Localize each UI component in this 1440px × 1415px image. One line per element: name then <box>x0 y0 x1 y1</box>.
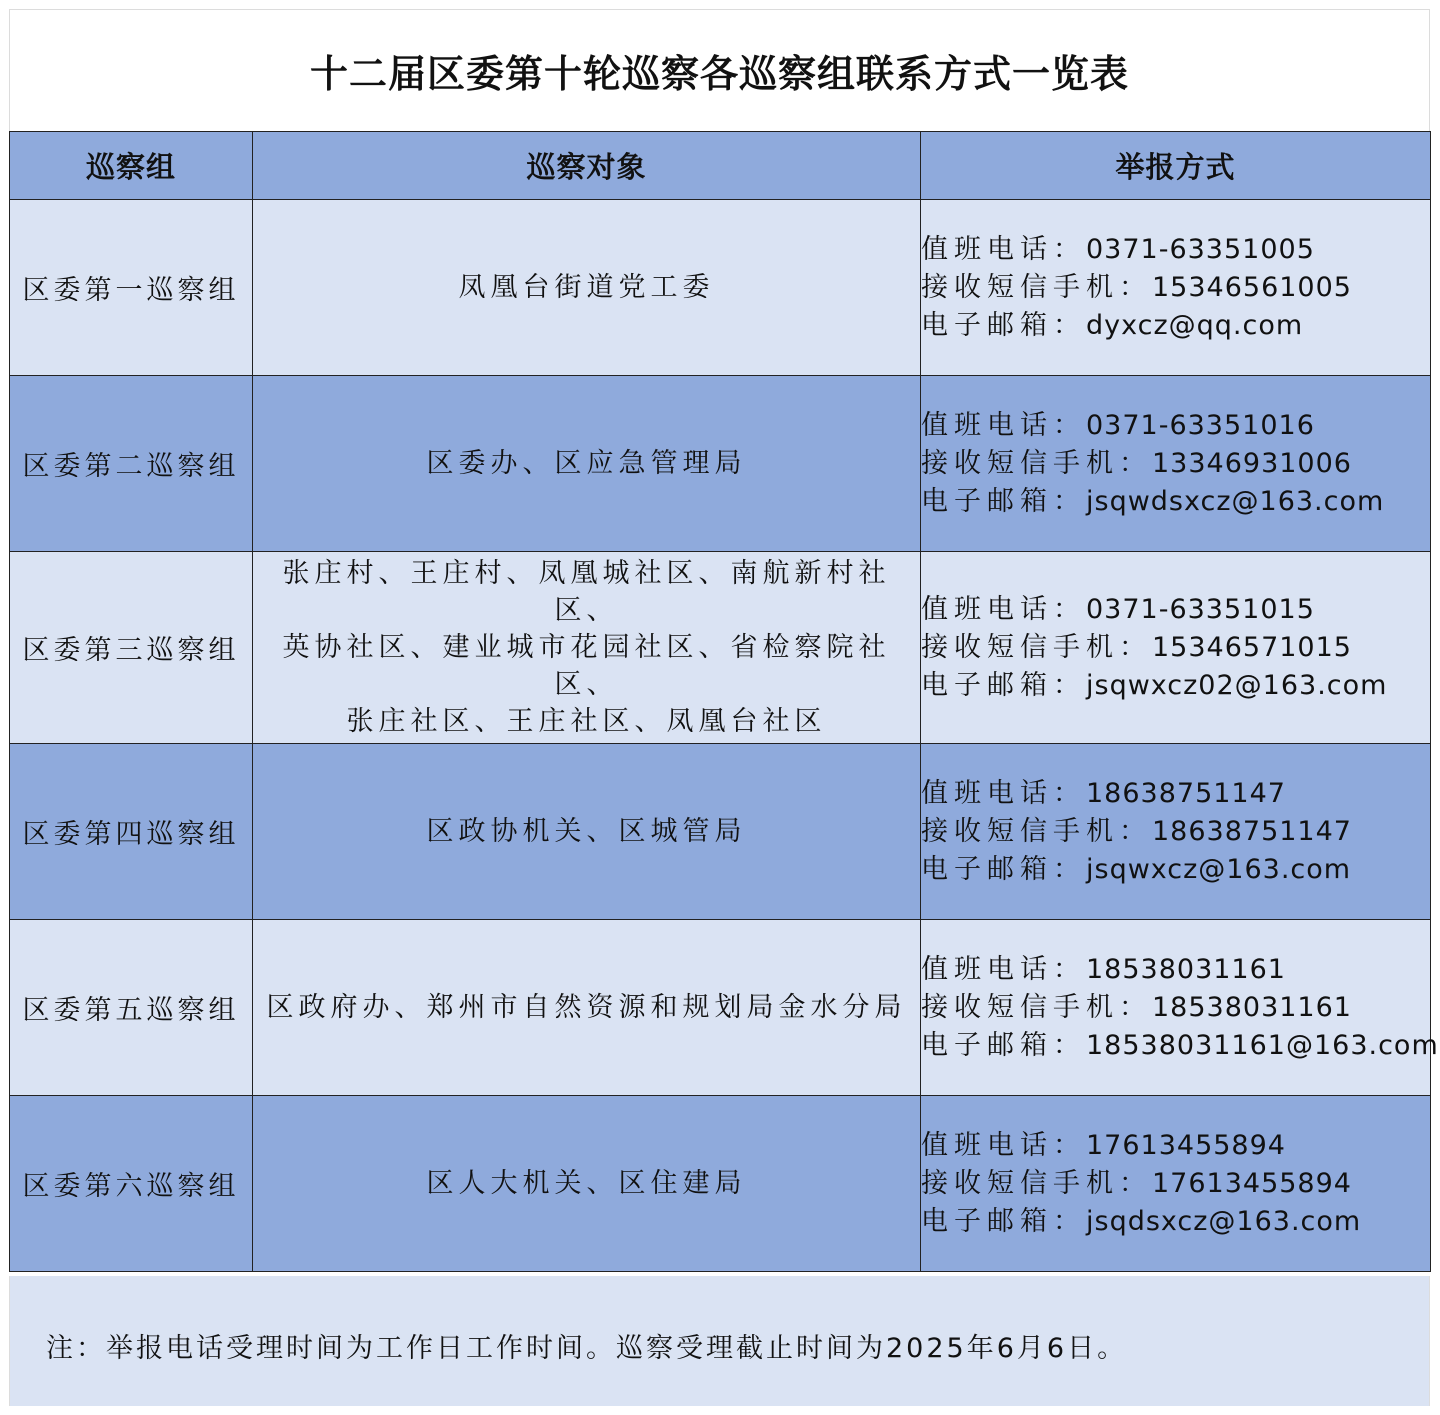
group-cell: 区委第六巡察组 <box>10 1096 253 1272</box>
header-contact: 举报方式 <box>921 132 1431 200</box>
table-row <box>10 744 1431 920</box>
sms-phone-label: 接收短信手机： <box>921 271 1152 303</box>
email-value: jsqwxcz@163.com <box>1086 853 1352 885</box>
contact-cell <box>921 552 1431 744</box>
email-label: 电子邮箱： <box>921 1205 1086 1237</box>
group-cell: 区委第二巡察组 <box>10 376 253 552</box>
target-line: 区委办、区应急管理局 <box>426 448 747 479</box>
target-line: 区政府办、郑州市自然资源和规划局金水分局 <box>266 992 907 1023</box>
contact-cell <box>921 744 1431 920</box>
contact-cell <box>921 920 1439 1096</box>
group-cell: 区委第五巡察组 <box>10 920 253 1096</box>
sms-phone-line <box>921 269 1430 307</box>
sms-phone-label: 接收短信手机： <box>921 991 1152 1023</box>
email-label: 电子邮箱： <box>921 853 1086 885</box>
sms-phone-line <box>921 629 1430 667</box>
email-line <box>921 483 1430 521</box>
sms-phone-value: 13346931006 <box>1152 447 1352 479</box>
target-line: 凤凰台街道党工委 <box>458 272 715 303</box>
email-label: 电子邮箱： <box>921 309 1086 341</box>
duty-phone-line <box>921 1127 1430 1165</box>
sms-phone-line <box>921 1165 1430 1203</box>
table-row <box>10 552 1431 744</box>
sms-phone-line <box>921 445 1430 483</box>
contact-cell <box>921 1096 1431 1272</box>
target-line: 张庄社区、王庄社区、凤凰台社区 <box>346 706 827 737</box>
duty-phone-line <box>921 407 1430 445</box>
email-value: 18538031161@163.com <box>1086 1029 1439 1061</box>
group-cell: 区委第四巡察组 <box>10 744 253 920</box>
sms-phone-line <box>921 989 1430 1027</box>
sms-phone-value: 15346561005 <box>1152 271 1352 303</box>
email-value: jsqdsxcz@163.com <box>1086 1205 1362 1237</box>
email-line <box>921 307 1430 345</box>
contact-cell <box>921 376 1431 552</box>
email-value: jsqwxcz02@163.com <box>1086 669 1388 701</box>
sms-phone-line <box>921 813 1430 851</box>
target-cell <box>253 920 921 1096</box>
duty-phone-line <box>921 231 1430 269</box>
sms-phone-value: 18638751147 <box>1152 815 1352 847</box>
duty-phone-label: 值班电话： <box>921 1129 1086 1161</box>
duty-phone-value: 0371-63351005 <box>1086 233 1315 265</box>
note-box <box>9 1276 1430 1406</box>
sms-phone-value: 17613455894 <box>1152 1167 1352 1199</box>
target-cell <box>253 744 921 920</box>
group-cell: 区委第一巡察组 <box>10 200 253 376</box>
email-label: 电子邮箱： <box>921 669 1086 701</box>
sms-phone-value: 18538031161 <box>1152 991 1352 1023</box>
duty-phone-value: 17613455894 <box>1086 1129 1286 1161</box>
target-line: 区人大机关、区住建局 <box>426 1168 747 1199</box>
email-line <box>921 667 1430 705</box>
duty-phone-value: 18638751147 <box>1086 777 1286 809</box>
target-line: 张庄村、王庄村、凤凰城社区、南航新村社区、 <box>282 558 891 626</box>
sms-phone-label: 接收短信手机： <box>921 815 1152 847</box>
sms-phone-label: 接收短信手机： <box>921 1167 1152 1199</box>
target-cell <box>253 200 921 376</box>
email-label: 电子邮箱： <box>921 485 1086 517</box>
sms-phone-value: 15346571015 <box>1152 631 1352 663</box>
table-header-row <box>10 132 1431 200</box>
duty-phone-line <box>921 591 1430 629</box>
target-cell <box>253 376 921 552</box>
target-cell <box>253 552 921 744</box>
table-row <box>10 1096 1431 1272</box>
table-row <box>10 200 1431 376</box>
header-group: 巡察组 <box>10 132 253 200</box>
contact-table <box>9 131 1439 1272</box>
email-line <box>921 1027 1439 1065</box>
sms-phone-label: 接收短信手机： <box>921 447 1152 479</box>
email-value: jsqwdsxcz@163.com <box>1086 485 1385 517</box>
target-line: 英协社区、建业城市花园社区、省检察院社区、 <box>282 632 891 700</box>
email-label: 电子邮箱： <box>921 1029 1086 1061</box>
duty-phone-label: 值班电话： <box>921 233 1086 265</box>
duty-phone-line <box>921 775 1430 813</box>
duty-phone-label: 值班电话： <box>921 409 1086 441</box>
contact-cell <box>921 200 1431 376</box>
contact-sheet <box>9 9 1439 1406</box>
target-line: 区政协机关、区城管局 <box>426 816 747 847</box>
group-cell: 区委第三巡察组 <box>10 552 253 744</box>
page-title: 十二届区委第十轮巡察各巡察组联系方式一览表 <box>309 52 1129 96</box>
duty-phone-label: 值班电话： <box>921 777 1086 809</box>
email-value: dyxcz@qq.com <box>1086 309 1304 341</box>
duty-phone-label: 值班电话： <box>921 953 1086 985</box>
duty-phone-label: 值班电话： <box>921 593 1086 625</box>
sms-phone-label: 接收短信手机： <box>921 631 1152 663</box>
email-line <box>921 851 1430 889</box>
header-target: 巡察对象 <box>253 132 921 200</box>
email-line <box>921 1203 1430 1241</box>
table-row <box>10 376 1431 552</box>
target-cell <box>253 1096 921 1272</box>
duty-phone-value: 18538031161 <box>1086 953 1286 985</box>
title-bar <box>9 9 1430 131</box>
duty-phone-value: 0371-63351016 <box>1086 409 1315 441</box>
footnote: 注：举报电话受理时间为工作日工作时间。巡察受理截止时间为2025年6月6日。 <box>46 1333 1128 1364</box>
duty-phone-value: 0371-63351015 <box>1086 593 1315 625</box>
table-row <box>10 920 1431 1096</box>
duty-phone-line <box>921 951 1430 989</box>
